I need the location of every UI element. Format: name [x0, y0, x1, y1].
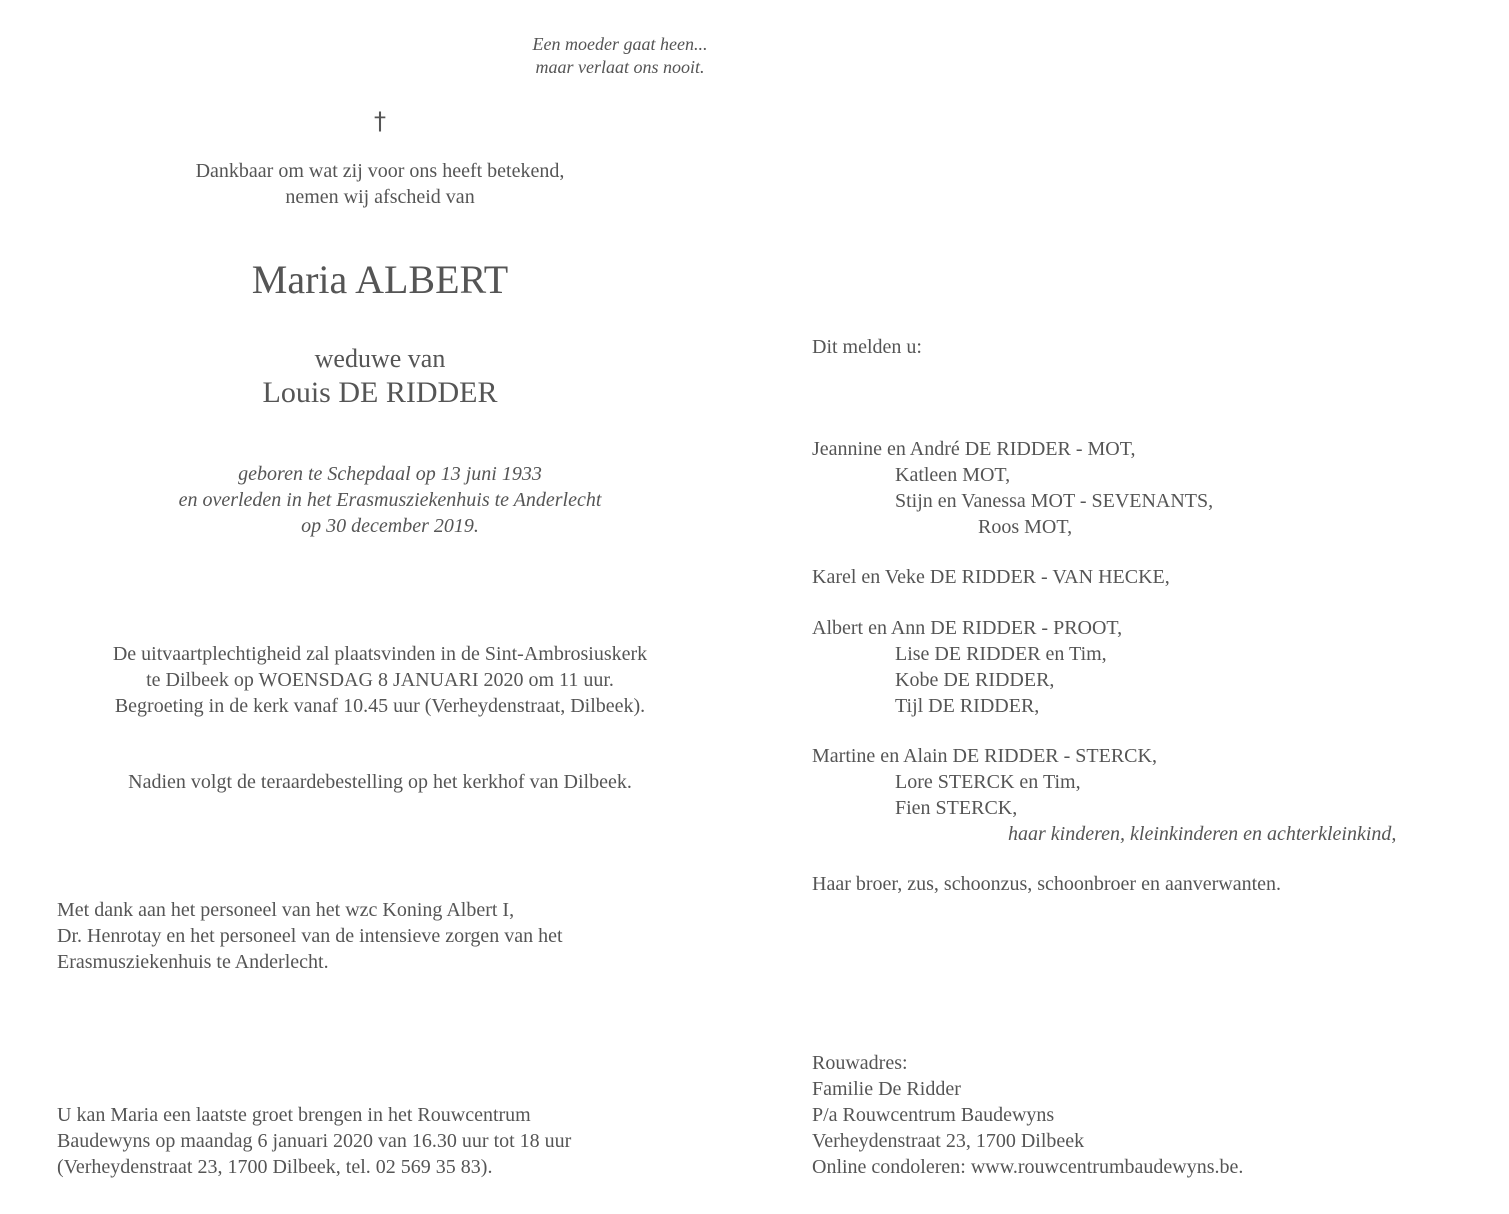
family-group — [812, 436, 1213, 540]
ceremony-info — [30, 641, 730, 719]
dates-line: op 30 december 2019. — [301, 515, 479, 537]
quote-line: Een moeder gaat heen... — [532, 34, 708, 54]
visit-line: Baudewyns op maandag 6 januari 2020 van 16.30 uur tot 18 uur — [57, 1130, 572, 1152]
address-line: P/a Rouwcentrum Baudewyns — [812, 1104, 1055, 1126]
widow-label: weduwe van — [314, 344, 446, 373]
ceremony-line: De uitvaartplechtigheid zal plaatsvinden in de Sint-Ambrosiuskerk — [112, 643, 648, 665]
announcement-label: Dit melden u: — [812, 336, 922, 358]
address-line: Verheydenstraat 23, 1700 Dilbeek — [812, 1130, 1085, 1152]
ceremony-line: Begroeting in de kerk vanaf 10.45 uur (Verheydenstraat, Dilbeek). — [114, 695, 646, 717]
spouse-name: Louis DE RIDDER — [262, 376, 498, 409]
thanks-line: Met dank aan het personeel van het wzc Koning Albert I, — [57, 899, 515, 921]
birth-death-dates — [40, 461, 740, 539]
family-group — [812, 743, 1157, 821]
family-member: Roos MOT, — [978, 516, 1073, 538]
family-group — [812, 615, 1122, 719]
family-member: Tijl DE RIDDER, — [895, 695, 1040, 717]
dates-line: en overleden in het Erasmusziekenhuis te Anderlecht — [178, 489, 602, 511]
cross-icon: † — [374, 107, 386, 135]
quote-line: maar verlaat ons nooit. — [535, 57, 705, 77]
opening-quote — [420, 33, 820, 79]
thanks-line: Erasmusziekenhuis te Anderlecht. — [57, 951, 329, 973]
visit-line: (Verheydenstraat 23, 1700 Dilbeek, tel. 02 569 35 83). — [57, 1156, 493, 1178]
family-head: Karel en Veke DE RIDDER - VAN HECKE, — [812, 566, 1170, 588]
ceremony-line: te Dilbeek op WOENSDAG 8 JANUARI 2020 om 11 uur. — [146, 669, 614, 691]
family-member: Fien STERCK, — [895, 797, 1018, 819]
family-group — [812, 564, 1170, 590]
address-line: Online condoleren: www.rouwcentrumbaudewyns.be. — [812, 1156, 1244, 1178]
family-head: Martine en Alain DE RIDDER - STERCK, — [812, 745, 1157, 767]
family-caption: haar kinderen, kleinkinderen en achterkleinkind, — [1008, 823, 1397, 845]
family-member: Katleen MOT, — [895, 464, 1011, 486]
family-head: Albert en Ann DE RIDDER - PROOT, — [812, 617, 1123, 639]
family-member: Lore STERCK en Tim, — [895, 771, 1081, 793]
family-member: Lise DE RIDDER en Tim, — [895, 643, 1107, 665]
deceased-name: Maria ALBERT — [251, 257, 509, 302]
thanks-text — [57, 897, 563, 975]
family-head: Jeannine en André DE RIDDER - MOT, — [812, 438, 1136, 460]
visitation-info — [57, 1102, 571, 1180]
mourning-address — [812, 1050, 1243, 1180]
burial-info: Nadien volgt de teraardebestelling op het kerkhof van Dilbeek. — [128, 771, 632, 793]
address-line: Familie De Ridder — [812, 1078, 961, 1100]
family-member: Kobe DE RIDDER, — [895, 669, 1055, 691]
address-line: Rouwadres: — [812, 1052, 908, 1074]
family-member: Stijn en Vanessa MOT - SEVENANTS, — [895, 490, 1214, 512]
thanks-line: Dr. Henrotay en het personeel van de intensieve zorgen van het — [57, 925, 563, 947]
dates-line: geboren te Schepdaal op 13 juni 1933 — [238, 463, 542, 485]
intro-line: Dankbaar om wat zij voor ons heeft betekend, — [195, 160, 565, 182]
other-relatives: Haar broer, zus, schoonzus, schoonbroer en aanverwanten. — [812, 873, 1282, 895]
intro-line: nemen wij afscheid van — [285, 186, 475, 208]
visit-line: U kan Maria een laatste groet brengen in het Rouwcentrum — [57, 1104, 531, 1126]
intro-text — [80, 158, 680, 210]
